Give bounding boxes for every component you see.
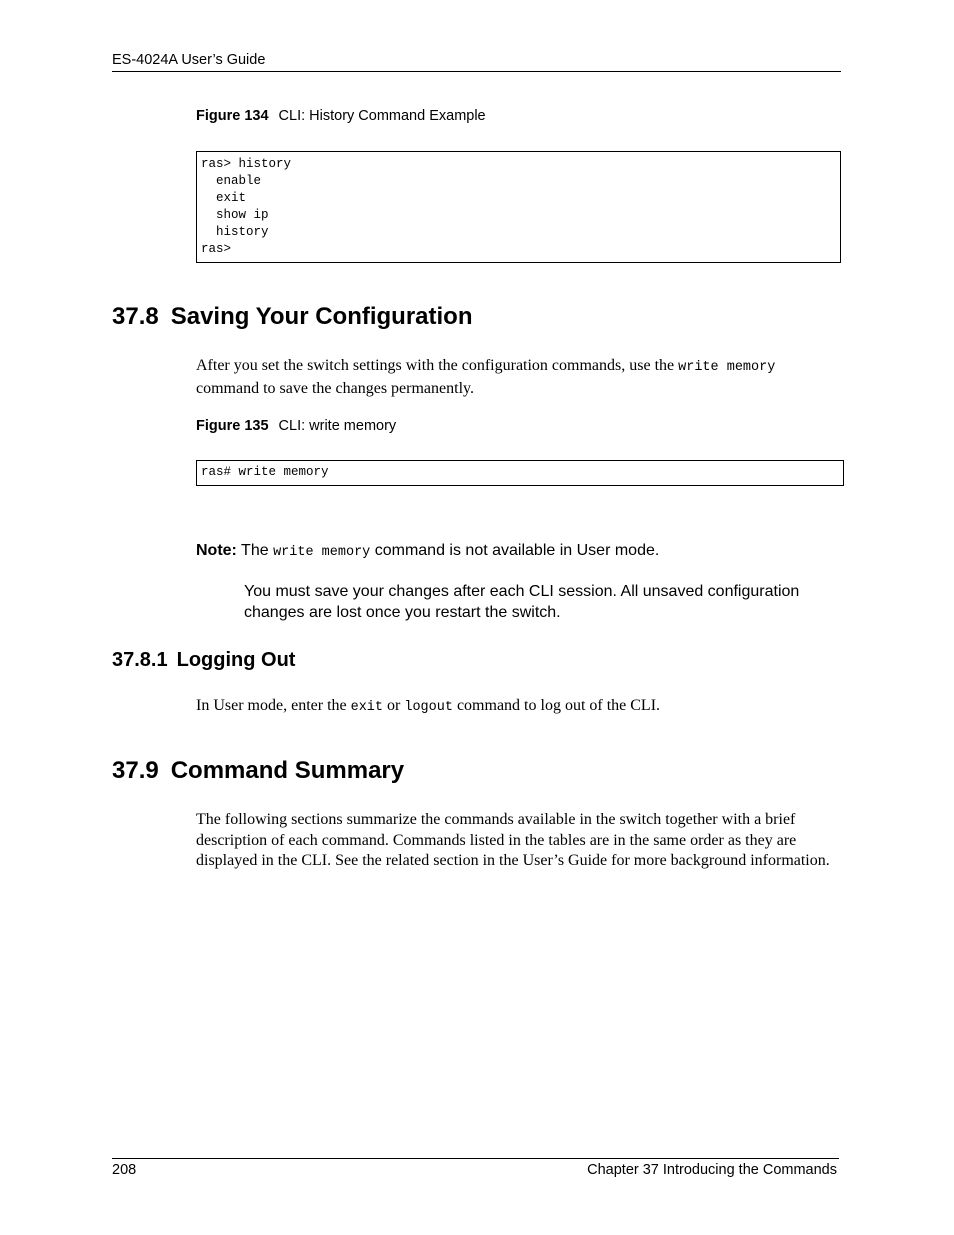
write-memory-code-block: ras# write memory [196,460,844,486]
running-header: ES-4024A User’s Guide [112,52,266,68]
inline-code-write-memory: write memory [273,545,371,560]
section-title: Logging Out [176,649,296,671]
figure-134-caption [196,108,486,124]
body-text: or [383,697,405,714]
body-text: command to save the changes permanently. [196,379,474,397]
section-title: Saving Your Configuration [170,303,473,330]
figure-135-label: Figure 135 [196,418,269,434]
body-text: command to log out of the CLI. [452,697,661,714]
chapter-title: Chapter 37 Introducing the Commands [587,1162,837,1178]
footer-divider [112,1158,839,1159]
figure-135-caption [196,418,396,434]
body-text: After you set the switch settings with the configuration commands, use the [196,357,679,374]
header-divider [112,71,841,72]
figure-134-label: Figure 134 [196,108,269,124]
section-37-8-1-body [196,696,841,719]
section-37-9-heading [112,757,404,785]
note-label: Note: [196,542,237,559]
section-number: 37.8.1 [112,649,168,671]
body-text: In User mode, enter the [196,697,351,714]
section-37-8-heading [112,303,473,331]
section-number: 37.9 [112,757,159,784]
note-line [196,541,841,564]
inline-code-write-memory: write memory [678,360,776,375]
note-paragraph: You must save your changes after each CLI session. All unsaved configuration changes are lost once you restart the switch. [244,583,800,621]
section-title: Command Summary [170,757,405,784]
page-number: 208 [112,1162,137,1178]
section-37-9-body: The following sections summarize the commands available in the switch together with a brief description of each command. Commands listed in the tables are in the same order as they are displayed in the CLI. See the related section in the User’s Guide for more background information. [196,811,830,869]
note-text: command is not available in User mode. [370,542,660,559]
figure-135-title: CLI: write memory [278,418,397,434]
note-text: The [236,542,274,559]
inline-code-logout: logout [404,700,453,715]
history-code-block: ras> history enable exit show ip history ras> [196,151,841,263]
section-37-8-1-heading [112,649,295,672]
section-37-8-body [196,356,841,399]
figure-134-title: CLI: History Command Example [278,108,486,124]
inline-code-exit: exit [350,700,384,715]
section-number: 37.8 [112,303,159,330]
